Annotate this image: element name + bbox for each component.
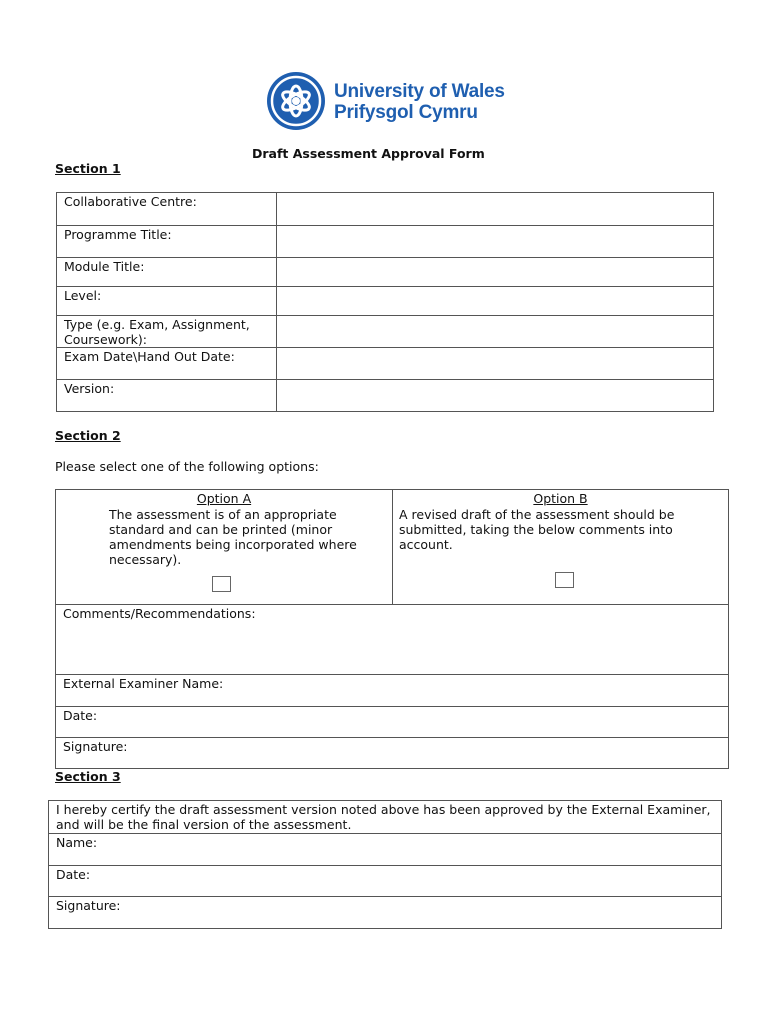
- options-row: [56, 490, 729, 605]
- collaborative-centre-label: Collaborative Centre:: [57, 193, 277, 226]
- table-row: [56, 738, 729, 769]
- certification-statement: I hereby certify the draft assessment version noted above has been approved by the External Examiner, and will be the final version of the assessment.: [49, 801, 722, 834]
- option-a-checkbox[interactable]: [212, 576, 231, 592]
- table-row: [49, 866, 722, 897]
- section-1-table: [56, 192, 714, 412]
- collaborative-centre-field[interactable]: [277, 193, 714, 226]
- module-title-label: Module Title:: [57, 258, 277, 287]
- level-field[interactable]: [277, 287, 714, 316]
- examiner-signature-field[interactable]: [56, 738, 729, 769]
- examiner-name-field[interactable]: [56, 675, 729, 707]
- programme-title-field[interactable]: [277, 226, 714, 258]
- section-2-table: [55, 489, 729, 769]
- examiner-name-label: External Examiner Name:: [63, 676, 224, 691]
- certifier-name-field[interactable]: [49, 834, 722, 866]
- section-2-heading: Section 2: [55, 428, 121, 443]
- exam-date-label: Exam Date\Hand Out Date:: [57, 348, 277, 380]
- type-field[interactable]: [277, 316, 714, 348]
- table-row: [57, 193, 714, 226]
- version-field[interactable]: [277, 380, 714, 412]
- level-label: Level:: [57, 287, 277, 316]
- table-row: [57, 258, 714, 287]
- programme-title-label: Programme Title:: [57, 226, 277, 258]
- table-row: [56, 675, 729, 707]
- certifier-date-label: Date:: [56, 867, 91, 882]
- table-row: [49, 801, 722, 834]
- certifier-date-field[interactable]: [49, 866, 722, 897]
- table-row: [57, 380, 714, 412]
- examiner-signature-label: Signature:: [63, 739, 128, 754]
- type-label: Type (e.g. Exam, Assignment, Coursework):: [57, 316, 277, 348]
- examiner-date-label: Date:: [63, 708, 98, 723]
- table-row: [57, 348, 714, 380]
- table-row: [49, 834, 722, 866]
- option-b-cell: [393, 490, 729, 605]
- option-a-title: Option A: [196, 491, 252, 506]
- table-row: [56, 605, 729, 675]
- certifier-signature-field[interactable]: [49, 897, 722, 929]
- section-3-table: [48, 800, 722, 929]
- logo-text-english: University of Wales: [334, 81, 505, 102]
- certifier-signature-label: Signature:: [56, 898, 121, 913]
- selection-instruction: Please select one of the following options:: [55, 459, 319, 474]
- module-title-field[interactable]: [277, 258, 714, 287]
- certifier-name-label: Name:: [56, 835, 98, 850]
- table-row: [56, 707, 729, 738]
- logo-text-welsh: Prifysgol Cymru: [334, 102, 478, 123]
- version-label: Version:: [57, 380, 277, 412]
- table-row: [57, 226, 714, 258]
- university-logo: [266, 71, 516, 131]
- option-a-text: The assessment is of an appropriate standard and can be printed (minor amendments being incorporated where necessary).: [109, 507, 357, 567]
- exam-date-field[interactable]: [277, 348, 714, 380]
- section-3-heading: Section 3: [55, 769, 121, 784]
- option-b-title: Option B: [533, 491, 588, 506]
- comments-label: Comments/Recommendations:: [63, 606, 256, 621]
- crest-icon: [266, 71, 326, 131]
- table-row: [57, 316, 714, 348]
- option-b-text: A revised draft of the assessment should be submitted, taking the below comments into account.: [399, 507, 675, 552]
- examiner-date-field[interactable]: [56, 707, 729, 738]
- table-row: [49, 897, 722, 929]
- section-1-heading: Section 1: [55, 161, 121, 176]
- table-row: [57, 287, 714, 316]
- form-title: Draft Assessment Approval Form: [252, 146, 485, 161]
- option-b-checkbox[interactable]: [555, 572, 574, 588]
- comments-field[interactable]: [56, 605, 729, 675]
- option-a-cell: [56, 490, 393, 605]
